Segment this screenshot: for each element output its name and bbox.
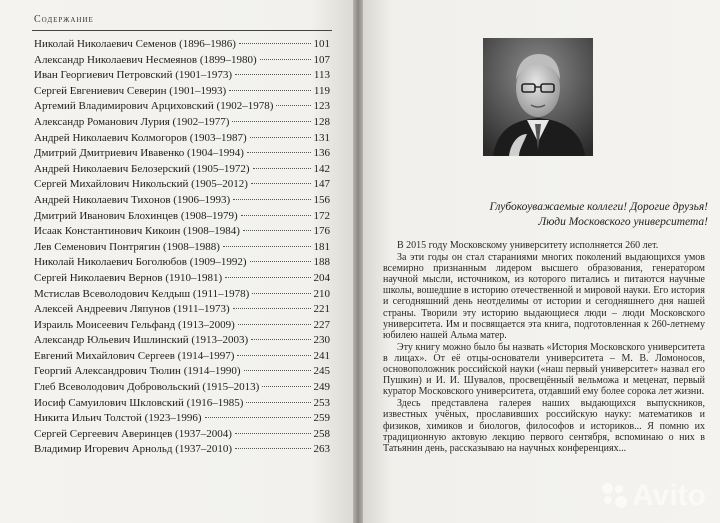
toc-entry-name: Иван Георгиевич Петровский (1901–1973) (34, 69, 233, 82)
toc-entry-page: 241 (313, 349, 330, 362)
toc-entry (34, 116, 330, 132)
toc-entry-name: Сергей Николаевич Вернов (1910–1981) (34, 271, 223, 284)
toc-entry (34, 288, 330, 304)
toc-leader-dots (229, 90, 311, 91)
book-spine-gutter (353, 0, 363, 523)
toc-entry-name: Алексей Андреевич Ляпунов (1911–1973) (34, 303, 230, 316)
toc-entry-name: Дмитрий Дмитриевич Ивавенко (1904–1994) (34, 147, 244, 160)
foreword-paragraph: За эти годы он стал стараниями многих поколений выдающихся умов всемирно признанным лидером высшего образования, генератором научной мысли, источником, из которого питались и питаются научные школы, вошедшие в историю отечественной и мировой науки. Его история и сегодняшний день неотделимы от истории и сегодняшнего дня нашей страны. Творили эту историю выдающиеся люди – люди Московского университета. Им и посвящается эта книга, подготовленная к 260-летнему юбилею нашей Альма матер. (383, 252, 705, 341)
toc-entry-name: Александр Николаевич Несмеянов (1899–1980) (34, 53, 257, 66)
portrait-illustration (483, 38, 593, 156)
toc-entry-page: 210 (313, 287, 330, 300)
toc-entry-page: 227 (313, 318, 330, 331)
toc-entry-name: Никита Ильич Толстой (1923–1996) (34, 412, 202, 425)
toc-leader-dots (223, 246, 311, 247)
toc-entry (34, 100, 330, 116)
toc-entry-name: Александр Юльевич Ишлинский (1913–2003) (34, 334, 249, 347)
toc-leader-dots (250, 137, 311, 138)
toc-leader-dots (251, 183, 311, 184)
foreword-paragraph: Здесь представлена галерея наших выдающихся выпускников, известных учёных, прославивших российскую науку: математиков и физиков, химиков и биологов, философов и историков... Я помню их традиционную актовую лекцию первого сентября, вспоминаю о них в Татьянин день, рассказываю на научных конференциях... (383, 398, 705, 454)
toc-entry-page: 101 (313, 38, 330, 50)
toc-entry-page: 136 (313, 147, 330, 160)
toc-entry (34, 132, 330, 148)
toc-leader-dots (205, 417, 311, 418)
toc-entry-name: Георгий Александрович Тюлин (1914–1990) (34, 365, 241, 378)
toc-entry-name: Артемий Владимирович Арциховский (1902–1978) (34, 100, 274, 113)
toc-entry (34, 225, 330, 241)
toc-leader-dots (276, 105, 310, 106)
greeting-line: Люди Московского университета! (538, 216, 708, 228)
right-page (363, 0, 720, 523)
toc-entry-name: Андрей Николаевич Тихонов (1906–1993) (34, 193, 231, 206)
toc-entry-name: Сергей Михайлович Никольский (1905–2012) (34, 178, 248, 191)
author-portrait-photo (483, 38, 593, 156)
toc-leader-dots (243, 230, 311, 231)
toc-entry (34, 428, 330, 444)
toc-leader-dots (246, 402, 310, 403)
toc-entry-name: Глеб Всеволодович Добровольский (1915–2013) (34, 381, 260, 394)
toc-entry-page: 259 (313, 412, 330, 425)
toc-leader-dots (233, 199, 310, 200)
toc-leader-dots (260, 59, 311, 60)
toc-leader-dots (238, 324, 311, 325)
toc-entry (34, 210, 330, 226)
toc-entry (34, 303, 330, 319)
toc-entry-page: 253 (313, 396, 330, 409)
toc-entry (34, 54, 330, 70)
toc-entry (34, 69, 330, 85)
toc-entry-page: 142 (313, 162, 330, 175)
toc-entry (34, 397, 330, 413)
greeting-line: Глубокоуважаемые коллеги! Дорогие друзья! (489, 201, 708, 213)
toc-entry-name: Мстислав Всеволодович Келдыш (1911–1978) (34, 287, 250, 300)
avito-watermark (602, 479, 706, 513)
toc-entry (34, 365, 330, 381)
toc-entry-page: 123 (313, 100, 330, 113)
toc-entry-page: 176 (313, 225, 330, 238)
toc-leader-dots (250, 261, 311, 262)
toc-entry-name: Андрей Николаевич Колмогоров (1903–1987) (34, 131, 247, 144)
toc-entry (34, 38, 330, 54)
table-of-contents (34, 38, 330, 459)
toc-entry (34, 163, 330, 179)
toc-entry-page: 221 (313, 303, 330, 316)
toc-leader-dots (262, 386, 310, 387)
toc-entry-name: Израиль Моисеевич Гельфанд (1913–2009) (34, 318, 235, 331)
toc-entry-page: 156 (313, 193, 330, 206)
watermark-text: Avito (632, 479, 706, 512)
toc-entry (34, 381, 330, 397)
toc-entry-name: Исаак Константинович Кикоин (1908–1984) (34, 225, 240, 238)
toc-entry-name: Александр Романович Лурия (1902–1977) (34, 115, 230, 128)
toc-entry-page: 188 (313, 256, 330, 269)
header-divider (32, 30, 332, 31)
toc-leader-dots (225, 277, 310, 278)
toc-leader-dots (252, 293, 310, 294)
toc-entry-name: Андрей Николаевич Белозерский (1905–1972) (34, 162, 250, 175)
toc-entry-name: Сергей Сергеевич Аверинцев (1937–2004) (34, 427, 232, 440)
avito-logo-icon (602, 483, 628, 509)
toc-leader-dots (232, 121, 310, 122)
toc-leader-dots (247, 152, 311, 153)
toc-entry-name: Иосиф Самуилович Шкловский (1916–1985) (34, 396, 244, 409)
toc-entry-page: 113 (313, 69, 330, 82)
toc-entry-page: 147 (313, 178, 330, 191)
toc-entry (34, 319, 330, 335)
toc-entry (34, 178, 330, 194)
toc-entry (34, 85, 330, 101)
toc-entry-page: 249 (313, 381, 330, 394)
toc-leader-dots (235, 433, 311, 434)
toc-entry (34, 241, 330, 257)
toc-entry-name: Евгений Михайлович Сергеев (1914–1997) (34, 349, 235, 362)
toc-leader-dots (235, 74, 311, 75)
foreword-paragraph: В 2015 году Московскому университету исполняется 260 лет. (397, 240, 659, 251)
foreword-paragraph: Эту книгу можно было бы назвать «История Московского университета в лицах». От её отцы-основатели университета – М. В. Ломоносов, основоположник российской науки («наш первый университет» назвал его Пушкин) и И. И. Шувалов, просвещённый вельможа и меценат, первый куратор Московского университета, отдавший ему более сорока лет жизни. (383, 341, 705, 398)
toc-entry-page: 245 (313, 365, 330, 378)
toc-entry (34, 272, 330, 288)
toc-entry-page: 258 (313, 427, 330, 440)
left-page (0, 0, 353, 523)
toc-entry-page: 172 (313, 209, 330, 222)
toc-entry-page: 230 (313, 334, 330, 347)
toc-entry (34, 334, 330, 350)
toc-leader-dots (233, 308, 311, 309)
toc-entry-page: 119 (313, 84, 330, 97)
toc-entry (34, 194, 330, 210)
toc-entry (34, 412, 330, 428)
toc-leader-dots (251, 339, 310, 340)
toc-leader-dots (237, 355, 310, 356)
toc-entry-name: Лев Семенович Понтрягин (1908–1988) (34, 240, 220, 253)
toc-entry (34, 350, 330, 366)
toc-entry-page: 263 (313, 443, 330, 456)
greeting-block (383, 200, 708, 230)
toc-entry-page: 204 (313, 271, 330, 284)
toc-leader-dots (241, 215, 311, 216)
toc-entry-page: 131 (313, 131, 330, 144)
toc-entry (34, 443, 330, 459)
toc-entry-name: Владимир Игоревич Арнольд (1937–2010) (34, 443, 233, 456)
toc-entry (34, 147, 330, 163)
toc-entry-name: Сергей Евгениевич Северин (1901–1993) (34, 84, 227, 97)
toc-entry-page: 181 (313, 240, 330, 253)
toc-entry (34, 256, 330, 272)
toc-entry-name: Николай Николаевич Боголюбов (1909–1992) (34, 256, 247, 269)
toc-leader-dots (244, 370, 311, 371)
page-header: Содержание (34, 14, 94, 25)
toc-entry-name: Дмитрий Иванович Блохинцев (1908–1979) (34, 209, 238, 222)
foreword-text (383, 240, 705, 454)
toc-entry-page: 128 (313, 115, 330, 128)
toc-leader-dots (235, 448, 310, 449)
toc-leader-dots (239, 43, 311, 44)
toc-entry-name: Николай Николаевич Семенов (1896–1986) (34, 38, 236, 50)
toc-entry-page: 107 (313, 53, 330, 66)
toc-leader-dots (253, 168, 311, 169)
